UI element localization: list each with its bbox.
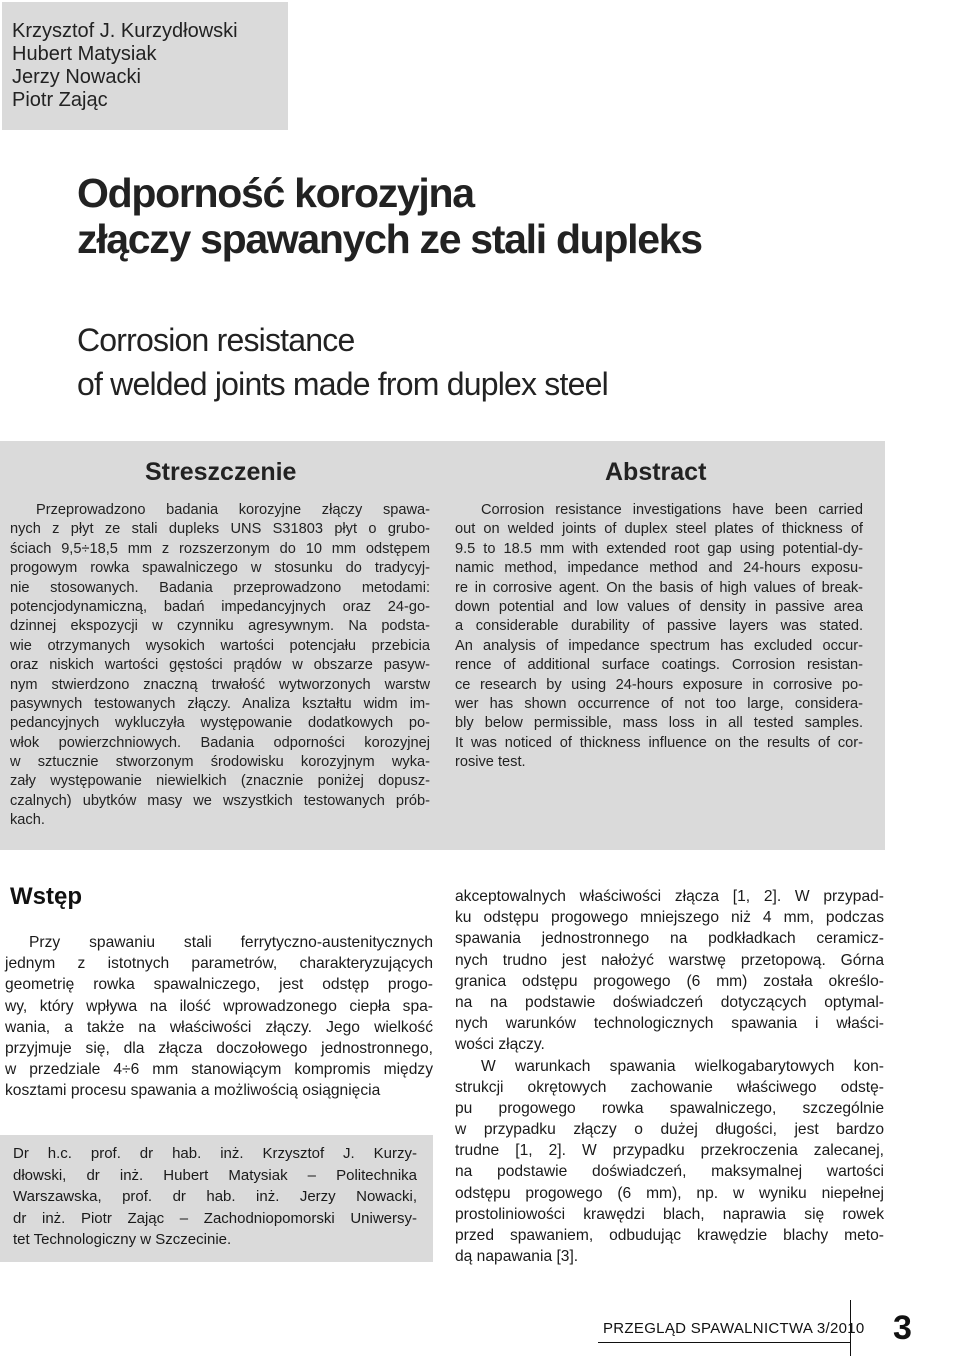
text-line: wania, a także na właściwości złączy. Jego wielkość: [5, 1018, 433, 1036]
text-line: dr inż. Piotr Zając – Zachodniopomorski Uniwersy-: [13, 1209, 417, 1227]
author-name: Piotr Zając: [12, 89, 108, 111]
title-line: Odporność korozyjna: [77, 170, 474, 216]
text-line: jednym z istotnych parametrów, charakteryzujących: [5, 955, 433, 973]
wstep-right-column: [455, 886, 884, 1267]
text-line: Warszawska, prof. dr hab. inż. Jerzy Nowacki,: [13, 1188, 417, 1205]
text-line: ku odstępu progowego mniejszego niż 4 mm, podczas: [455, 909, 884, 927]
text-line: w przedziale 4÷6 mm stanowiącym kompromis między: [5, 1061, 433, 1079]
text-line: kosztami procesu spawania a możliwością osiągnięcia: [5, 1082, 381, 1100]
wstep-left-column: [5, 932, 433, 1102]
text-line: progowym rowka spawalniczego w stosunku do tradycyj-: [10, 560, 430, 577]
text-line: namic method, impedance method and 24-hours exposu-: [455, 560, 863, 577]
text-line: nych trudno jest nałożyć warstwę przetopową. Górna: [455, 951, 884, 969]
text-line: ce research by using 24-hours exposure in corrosive po-: [455, 676, 863, 693]
text-line: granica odstępu progowego (6 mm) została określo-: [455, 972, 884, 990]
text-line: rosive test.: [455, 754, 526, 771]
journal-name: PRZEGLĄD SPAWALNICTWA 3/2010: [603, 1320, 865, 1337]
text-line: bly below permissible, mass loss in all tested samples.: [455, 715, 863, 732]
text-line: zały występowanie niewielkich (znacznie poniżej dopusz-: [10, 773, 430, 790]
text-line: trudne [1, 2]. W przypadku przekroczenia zalecanej,: [455, 1142, 884, 1160]
abstract-heading: Abstract: [605, 458, 707, 486]
text-line: down potential and low values of density in passive area: [455, 598, 863, 615]
title-polish: [77, 170, 937, 262]
text-line: dą napawania [3].: [455, 1248, 579, 1266]
text-line: przed spawaniem, odbudując krawędzie blachy meto-: [455, 1227, 884, 1244]
text-line: Przy spawaniu stali ferrytyczno-austenitycznych: [29, 934, 433, 951]
text-line: tet Technologiczny w Szczecinie.: [13, 1231, 232, 1248]
text-line: nie stosowanych. Badania przeprowadzono metodami:: [10, 579, 430, 596]
text-line: w przypadku złączy o dużej długości, jest bardzo: [455, 1121, 884, 1139]
title-line: of welded joints made from duplex steel: [77, 366, 608, 402]
text-line: strukcji okrętowych zachowanie właściwego odstę-: [455, 1078, 884, 1096]
text-line: a considerable durability of passive layers was stated.: [455, 618, 863, 635]
text-line: przyjmuje się, dla złącza doczołowego jednostronnego,: [5, 1039, 433, 1057]
text-line: Dr h.c. prof. dr hab. inż. Krzysztof J. Kurzy-: [13, 1145, 417, 1162]
text-line: Przeprowadzono badania korozyjne złączy spawa-: [36, 502, 430, 518]
author-name: Krzysztof J. Kurzydłowski: [12, 20, 238, 42]
text-line: czalnych) ubytków masy we wszystkich testowanych prób-: [10, 792, 430, 809]
text-line: 9.5 to 18.5 mm with extended root gap using potential-dy-: [455, 540, 863, 557]
abstract-text: [455, 501, 863, 772]
text-line: dłowski, dr inż. Hubert Matysiak – Politechnika: [13, 1166, 417, 1184]
text-line: pu progowego rowka spawalniczego, szczególnie: [455, 1099, 884, 1117]
text-line: na na podstawie doświadczeń dotyczących optymal-: [455, 993, 884, 1011]
text-line: oraz niskich wartości gęstości prądów w obszarze pasyw-: [10, 657, 430, 674]
text-line: odstępu progowego (6 mm), np. w wyniku niepełnej: [455, 1184, 884, 1202]
title-line: Corrosion resistance: [77, 322, 355, 358]
footer-rule: [598, 1342, 850, 1343]
text-line: potencjodynamiczną, badań impedancyjnych oraz 24-go-: [10, 598, 430, 615]
text-line: kach.: [10, 812, 45, 829]
text-line: W warunkach spawania wielkogabarytowych kon-: [481, 1057, 884, 1075]
text-line: nym stwierdzono znaczną trwałość wytworzonych warstw: [10, 676, 430, 693]
text-line: wości złączy.: [455, 1036, 545, 1054]
text-line: dzinnej ekspozycji w czynniku agresywnym. Na podsta-: [10, 618, 430, 635]
section-heading-wstep: Wstęp: [10, 883, 82, 910]
text-line: wie otrzymanych wysokich wartości potencjału przebicia: [10, 637, 430, 654]
text-line: re in corrosive agent. On the basis of high values of break-: [455, 579, 863, 596]
streszczenie-text: [10, 501, 430, 831]
text-line: wy, który wpływa na ilość wprowadzonego ciepła spa-: [5, 997, 433, 1015]
author-name: Jerzy Nowacki: [12, 66, 141, 88]
text-line: rence of additional surface coatings. Corrosion resistan-: [455, 657, 863, 674]
text-line: ściach 9,5÷18,5 mm z rozszerzonym do 10 mm odstępem: [10, 540, 430, 557]
affiliation-text: [13, 1143, 417, 1251]
text-line: Corrosion resistance investigations have been carried: [481, 502, 863, 518]
text-line: out on welded joints of duplex steel plates of thickness of: [455, 521, 863, 538]
text-line: prostoliniowości krawędzi blach, naprawia się rowek: [455, 1205, 884, 1223]
text-line: akceptowalnych właściwości złącza [1, 2]. W przypad-: [455, 888, 884, 905]
page-number: 3: [893, 1309, 912, 1347]
text-line: pasywnych testowanych złączy. Analiza kształtu widm im-: [10, 695, 430, 712]
title-english: [77, 318, 937, 406]
text-line: nych z płyt ze stali dupleks UNS S31803 płyt o grubo-: [10, 521, 430, 538]
text-line: spawania jednostronnego na podkładkach ceramicz-: [455, 930, 884, 948]
authors-box: [2, 2, 288, 130]
text-line: It was noticed of thickness influence on the results of cor-: [455, 734, 863, 751]
text-line: pedancyjnych wykluczyła występowanie dodatkowych po-: [10, 715, 430, 732]
text-line: na podstawie doświadczeń, maksymalnej wartości: [455, 1163, 884, 1181]
text-line: geometrię rowka spawalniczego, jest odstęp progo-: [5, 976, 433, 994]
streszczenie-heading: Streszczenie: [145, 458, 297, 486]
text-line: An analysis of impedance spectrum has excluded occur-: [455, 637, 863, 654]
author-name: Hubert Matysiak: [12, 43, 157, 65]
text-line: wer has shown occurrence of not too large, considera-: [455, 695, 863, 712]
title-line: złączy spawanych ze stali dupleks: [77, 216, 702, 262]
text-line: nych warunków technologicznych spawania i właści-: [455, 1015, 884, 1033]
text-line: w sztucznie stworzonym środowisku korozyjnym wyka-: [10, 754, 430, 771]
text-line: włok powierzchniowych. Badania odporności korozyjnej: [10, 734, 430, 751]
